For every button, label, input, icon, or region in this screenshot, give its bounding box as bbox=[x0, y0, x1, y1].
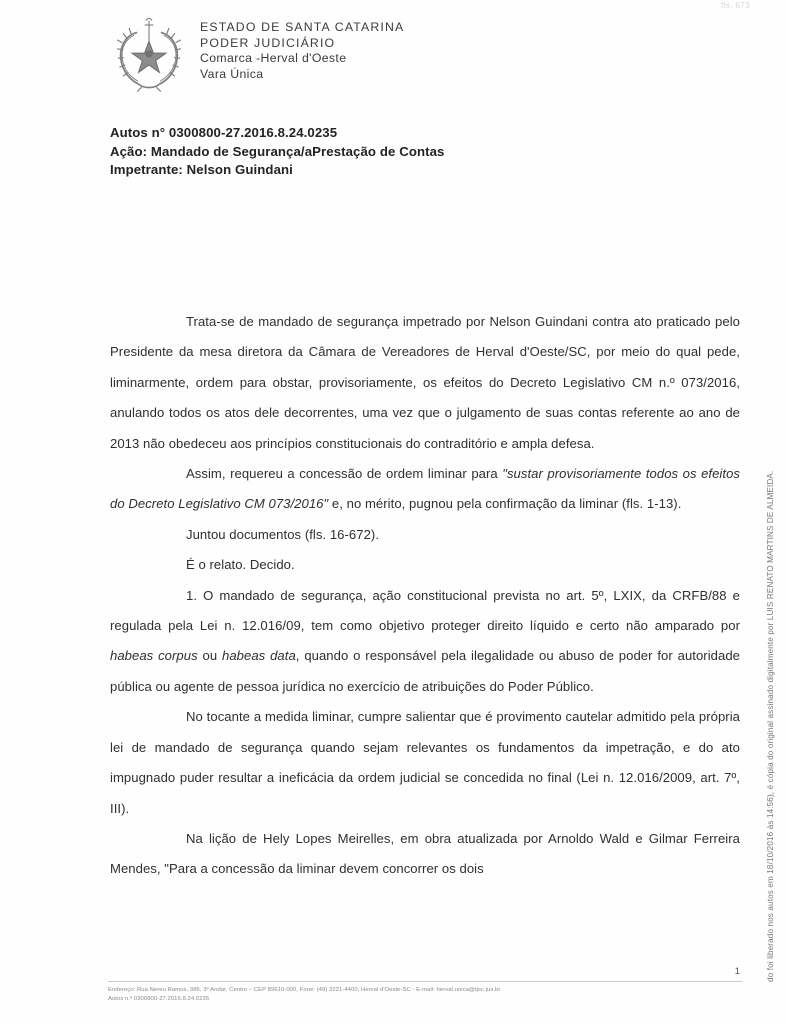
letterhead-line-vara: Vara Única bbox=[200, 66, 264, 81]
p5-part-b: , quando o responsável pela ilegalidade ou abuso de poder for autoridade pública ou agente de pessoa jurídica no exercício de atribuições do Poder Público. bbox=[110, 648, 740, 694]
case-petitioner: Impetrante: Nelson Guindani bbox=[110, 162, 293, 177]
decision-body bbox=[110, 307, 740, 885]
page-number: 1 bbox=[734, 966, 740, 977]
p5-conjunction: ou bbox=[197, 648, 223, 664]
footer-block bbox=[108, 986, 768, 1003]
paragraph-doutrina: Na lição de Hely Lopes Meirelles, em obra atualizada por Arnoldo Wald e Gilmar Ferreira Mendes, "Para a concessão da liminar devem concorrer os dois bbox=[110, 830, 740, 877]
footer-autos: Autos n.º 0300800-27.2016.8.24.0235 bbox=[108, 995, 210, 1002]
case-header-block bbox=[110, 124, 444, 180]
folio-stamp: fls. 673 bbox=[721, 1, 750, 10]
paragraph-medida-liminar: No tocante a medida liminar, cumpre salientar que é provimento cautelar admitido pela própria lei de mandado de segurança quando sejam relevantes os fundamentos da impetração, e do ato impugnado puder resultar a ineficácia da ordem judicial se concedida no final (Lei n. 12.016/2009, art. 7º, III). bbox=[110, 709, 740, 816]
letterhead bbox=[112, 16, 404, 94]
paragraph-item-1 bbox=[110, 581, 740, 703]
p5-habeas-data: habeas data bbox=[222, 648, 296, 664]
p2-quoted-italic: "sustar provisoriamente todos os efeitos do Decreto Legislativo CM 073/2016" bbox=[110, 466, 741, 512]
paragraph-relato: É o relato. Decido. bbox=[186, 557, 295, 573]
letterhead-line-branch: PODER JUDICIÁRIO bbox=[200, 35, 336, 50]
santa-catarina-coat-of-arms-icon bbox=[112, 16, 186, 94]
digital-signature-margin-text: do foi liberado nos autos em 18/10/2016 às 14:56), é cópia do original assinado digitalmente por LUIS RENATO MARTINS DE ALMEIDA. bbox=[766, 470, 775, 982]
paragraph-report: Trata-se de mandado de segurança impetrado por Nelson Guindani contra ato praticado pelo Presidente da mesa diretora da Câmara de Vereadores de Herval d'Oeste/SC, por meio do qual pede, liminarmente, ordem para obstar, provisoriamente, os efeitos do Decreto Legislativo CM n.º 073/2016, anulando todos os atos dele decorrentes, uma vez que o julgamento de suas contas referente ao ano de 2013 não obedeceu aos princípios constitucionais do contraditório e ampla defesa. bbox=[110, 314, 740, 451]
letterhead-line-comarca: Comarca -Herval d'Oeste bbox=[200, 51, 347, 65]
footer-address: Endereço: Rua Nereu Ramos, 386, 3º Andar, Centro – CEP 89610-000, Fone: (49) 3221-4400, Herval d'Oeste-SC - E-mail: herval.unica@tjsc.jus.br bbox=[108, 987, 501, 993]
p2-part-a: Assim, requereu a concessão de ordem liminar para bbox=[186, 466, 503, 482]
p5-habeas-corpus: habeas corpus bbox=[110, 648, 198, 664]
case-autos-number: Autos n° 0300800-27.2016.8.24.0235 bbox=[110, 125, 338, 140]
footer-divider bbox=[108, 981, 742, 982]
paragraph-documents: Juntou documentos (fls. 16-672). bbox=[186, 526, 380, 542]
paragraph-liminar-request bbox=[110, 459, 740, 520]
case-action-type: Ação: Mandado de Segurança/aPrestação de Contas bbox=[110, 143, 445, 159]
p5-part-a: 1. O mandado de segurança, ação constitucional prevista no art. 5º, LXIX, da CRFB/88 e regulada pela Lei n. 12.016/09, tem como objetivo proteger direito líquido e certo não amparado por bbox=[110, 587, 740, 634]
p2-part-b: e, no mérito, pugnou pela confirmação da liminar (fls. 1-13). bbox=[328, 496, 682, 512]
letterhead-line-state: ESTADO DE SANTA CATARINA bbox=[200, 20, 405, 34]
